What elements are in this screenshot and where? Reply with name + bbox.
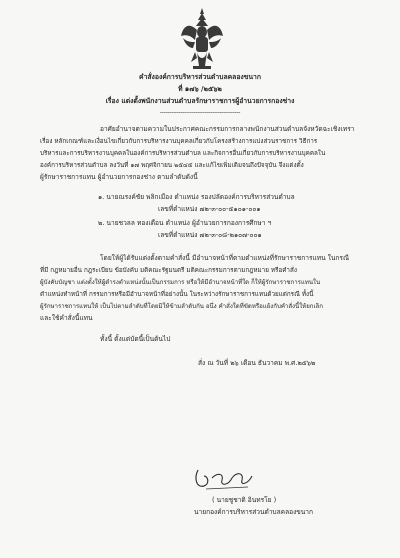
paragraph-1-line: เรื่อง หลักเกณฑ์และเงื่อนไขเกี่ยวกับการบริหารงานบุคคลเกี่ยวกับโครงสร้างการแบ่งส่วนราชการ วิธีการ [40,138,318,145]
appointee-2-position-number: เลขที่ตำแหน่ง ๗๒-๓-๐๘-๒๑๐๗-๐๐๑ [158,231,262,239]
order-title: คำสั่งองค์การบริหารส่วนตำบลคลองขนาก [139,73,261,81]
order-number: ที่ ๑๗๖ /๒๕๖๒ [178,85,222,93]
paragraph-1-line: อาศัยอำนาจตามความในประกาศคณะกรรมการกลางพนักงานส่วนตำบลจังหวัดฉะเชิงเทรา [100,125,355,133]
paragraph-2-line: โดยให้ผู้ได้รับแต่งตั้งตามคำสั่งนี้ มีอำนาจหน้าที่ตามตำแหน่งที่รักษาราชการแทน ในกรณี [100,254,350,262]
effective-statement: ทั้งนี้ ตั้งแต่บัดนี้เป็นต้นไป [100,335,171,343]
paragraph-1-line: องค์การบริหารส่วนตำบล ลงวันที่ ๑๗ พฤศจิกายน ๒๕๔๕ และแก้ไขเพิ่มเติมจนถึงปัจจุบัน จึงแต่งตั้ง [40,162,304,169]
signer-name: ( นายชูชาติ อินทรโย ) [212,496,277,504]
paragraph-2-line: และใช้คำสั่งนี้แทน [40,314,93,322]
handwritten-signature [192,464,254,492]
paragraph-2-line: ตำแหน่งทำหน้าที่ กรรมการหรือมีอำนาจหน้าที่อย่างนั้น ในระหว่างรักษาราชการแทนด้วยแต่กรณี ทั้งนี้ [40,291,314,298]
paragraph-1-line: บริหารและการบริหารงานบุคคลในองค์การบริหารส่วนตำบล และกิจการอื่นเกี่ยวกับการบริหารงานบุคคลใน [40,150,326,157]
appointee-2: ๒. นายชวลล ทองเดือน ตำแหน่ง ผู้อำนวยการกองการศึกษา ฯ [98,219,272,227]
garuda-emblem-icon [181,8,223,70]
appointee-1: ๑. นายณรงค์ชัย พลิกเมือง ตำแหน่ง รองปลัดองค์การบริหารส่วนตำบล [98,193,295,201]
paragraph-2-line: ที่มี กฎหมายอื่น กฎระเบียบ ข้อบังคับ มติคณะรัฐมนตรี มติคณะกรรมการตามกฎหมาย หรือคำสั่ง [40,267,297,274]
order-date: สั่ง ณ วันที่ ๒๖ เดือน ธันวาคม พ.ศ.๒๕๖๒ [198,359,316,367]
paragraph-2-line: ผู้รักษาราชการแทนให้ เป็นไปตามลำดับที่โดยมิให้ข้ามลำดับกัน อนึ่ง คำสั่งใดที่ขัดหรือแย้งกับคำสั่งนี้ให้ยกเลิก [40,303,323,310]
order-subject: เรื่อง แต่งตั้งพนักงานส่วนตำบลรักษาราชการผู้อำนวยการกองช่าง [105,97,295,105]
divider-line: ------------------------------------------- [159,109,241,116]
appointee-1-position-number: เลขที่ตำแหน่ง ๗๒-๓-๐๐-๕๑๐๑-๐๐๑ [158,205,261,213]
signer-title: นายกองค์การบริหารส่วนตำบลคลองขนาก [194,508,313,516]
paragraph-2-line: ผู้บังคับบัญชา แต่งตั้งให้ผู้ดำรงตำแหน่งนั้นเป็นกรรมการ หรือให้มีอำนาจหน้าที่ใด ก็ให้ผู้รักษาราชการแทนใน [40,279,321,286]
paragraph-1-line: ผู้รักษาราชการแทน ผู้อำนวยการกองช่าง ตามลำดับดังนี้ [40,173,198,181]
